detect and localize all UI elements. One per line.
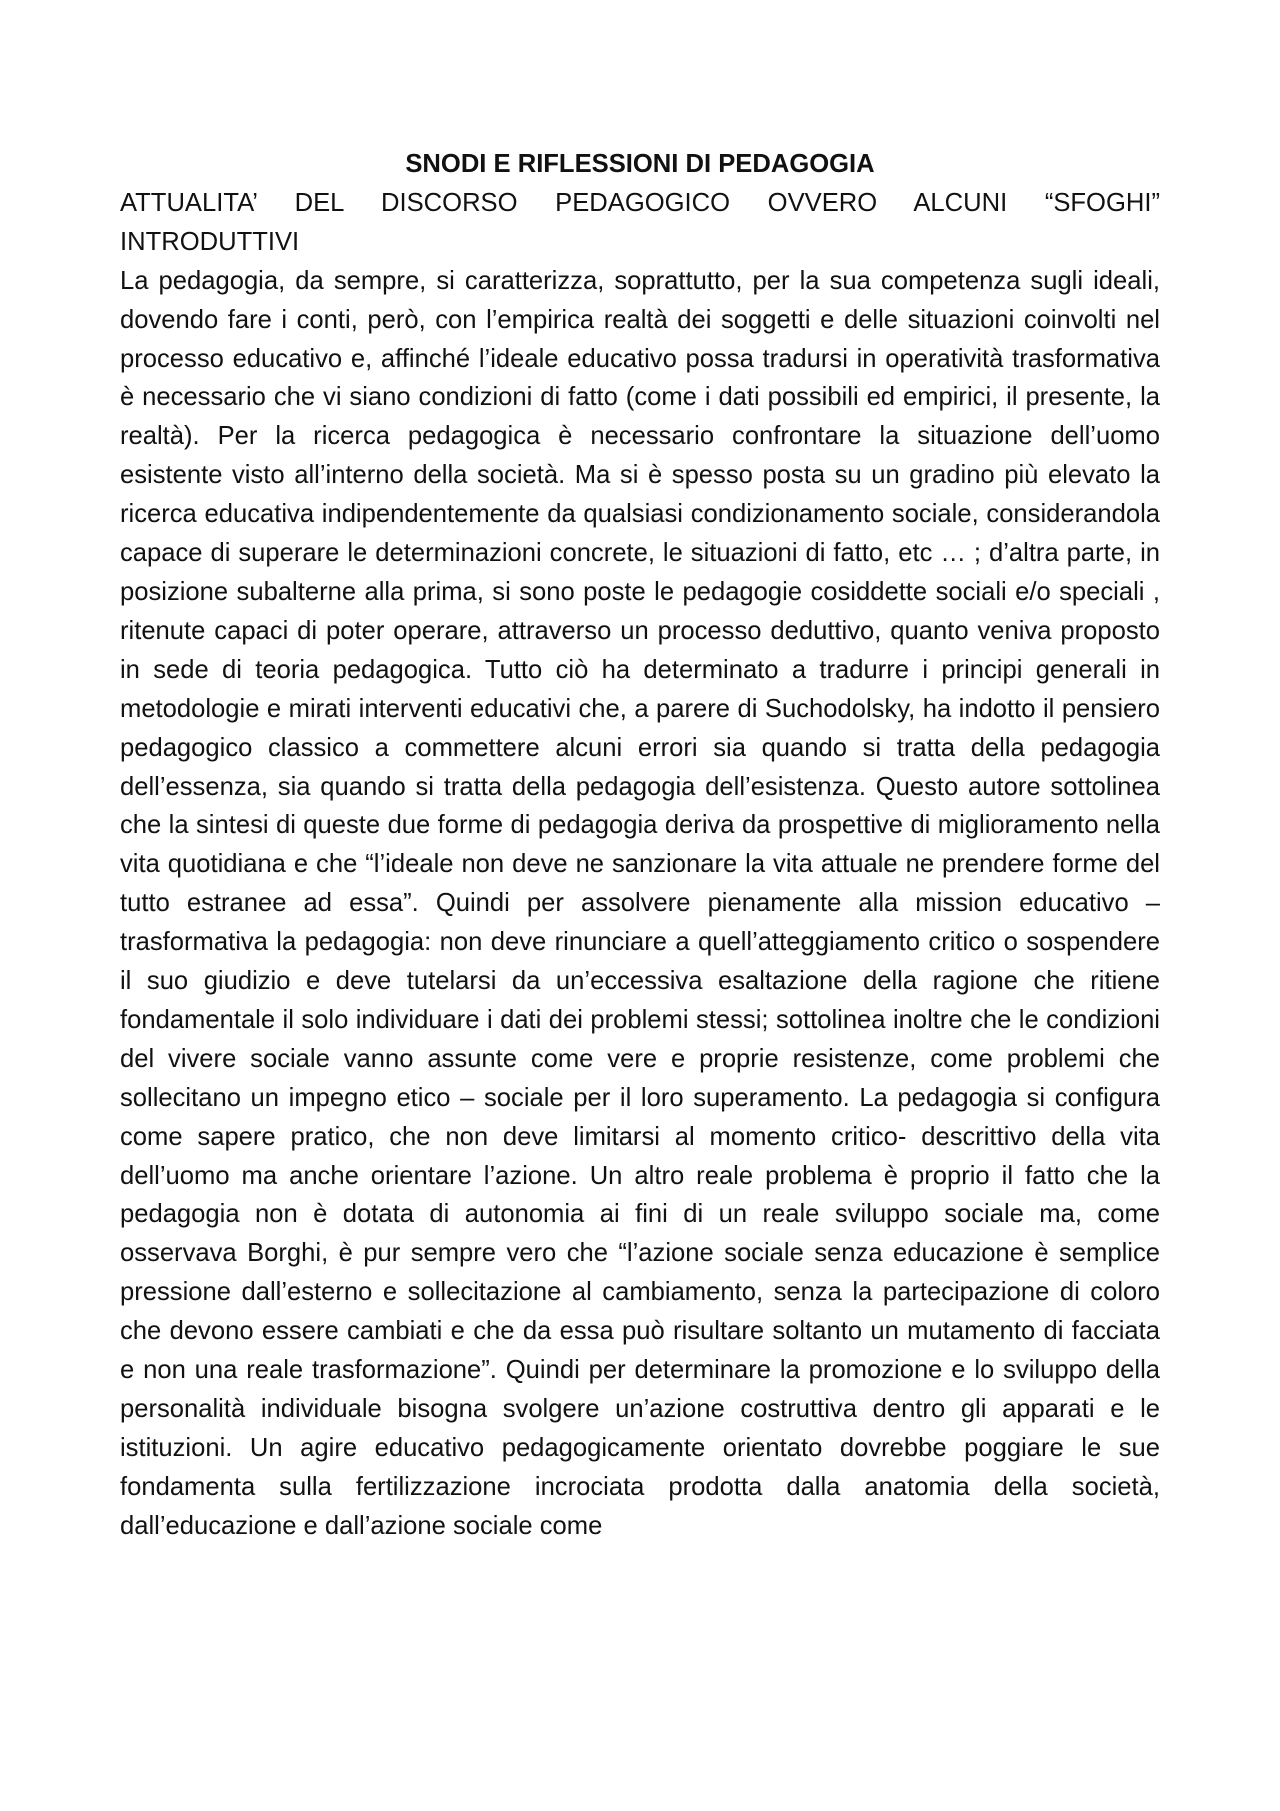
document-page: [120, 145, 1160, 1546]
document-subtitle: ATTUALITA’ DEL DISCORSO PEDAGOGICO OVVERO ALCUNI “SFOGHI” INTRODUTTIVI: [120, 188, 1160, 256]
document-title: SNODI E RIFLESSIONI DI PEDAGOGIA: [405, 150, 875, 178]
document-body-paragraph: La pedagogia, da sempre, si caratterizza, soprattutto, per la sua competenza sugli ideali, dovendo fare i conti, però, con l’empirica realtà dei soggetti e delle situazioni coinvolti nel processo educativo e, affinché l’ideale educativo possa tradursi in operatività trasformativa è necessario che vi siano condizioni di fatto (come i dati possibili ed empirici, il presente, la realtà). Per la ricerca pedagogica è necessario confrontare la situazione dell’uomo esistente visto all’interno della società. Ma si è spesso posta su un gradino più elevato la ricerca educativa indipendentemente da qualsiasi condizionamento sociale, considerandola capace di superare le determinazioni concrete, le situazioni di fatto, etc … ; d’altra parte, in posizione subalterne alla prima, si sono poste le pedagogie cosiddette sociali e/o speciali , ritenute capaci di poter operare, attraverso un processo deduttivo, quanto veniva proposto in sede di teoria pedagogica. Tutto ciò ha determinato a tradurre i principi generali in metodologie e mirati interventi educativi che, a parere di Suchodolsky, ha indotto il pensiero pedagogico classico a commettere alcuni errori sia quando si tratta della pedagogia dell’essenza, sia quando si tratta della pedagogia dell’esistenza. Questo autore sottolinea che la sintesi di queste due forme di pedagogia deriva da prospettive di miglioramento nella vita quotidiana e che “l’ideale non deve ne sanzionare la vita attuale ne prendere forme del tutto estranee ad essa”. Quindi per assolvere pienamente alla mission educativo – trasformativa la pedagogia: non deve rinunciare a quell’atteggiamento critico o sospendere il suo giudizio e deve tutelarsi da un’eccessiva esaltazione della ragione che ritiene fondamentale il solo individuare i dati dei problemi stessi; sottolinea inoltre che le condizioni del vivere sociale vanno assunte come vere e proprie resistenze, come problemi che sollecitano un impegno etico – sociale per il loro superamento. La pedagogia si configura come sapere pratico, che non deve limitarsi al momento critico- descrittivo della vita dell’uomo ma anche orientare l’azione. Un altro reale problema è proprio il fatto che la pedagogia non è dotata di autonomia ai fini di un reale sviluppo sociale ma, come osservava Borghi, è pur sempre vero che “l’azione sociale senza educazione è semplice pressione dall’esterno e sollecitazione al cambiamento, senza la partecipazione di coloro che devono essere cambiati e che da essa può risultare soltanto un mutamento di facciata e non una reale trasformazione”. Quindi per determinare la promozione e lo sviluppo della personalità individuale bisogna svolgere un’azione costruttiva dentro gli apparati e le istituzioni. Un agire educativo pedagogicamente orientato dovrebbe poggiare le sue fondamenta sulla fertilizzazione incrociata prodotta dalla anatomia della società, dall’educazione e dall’azione sociale come: [120, 266, 1160, 1540]
